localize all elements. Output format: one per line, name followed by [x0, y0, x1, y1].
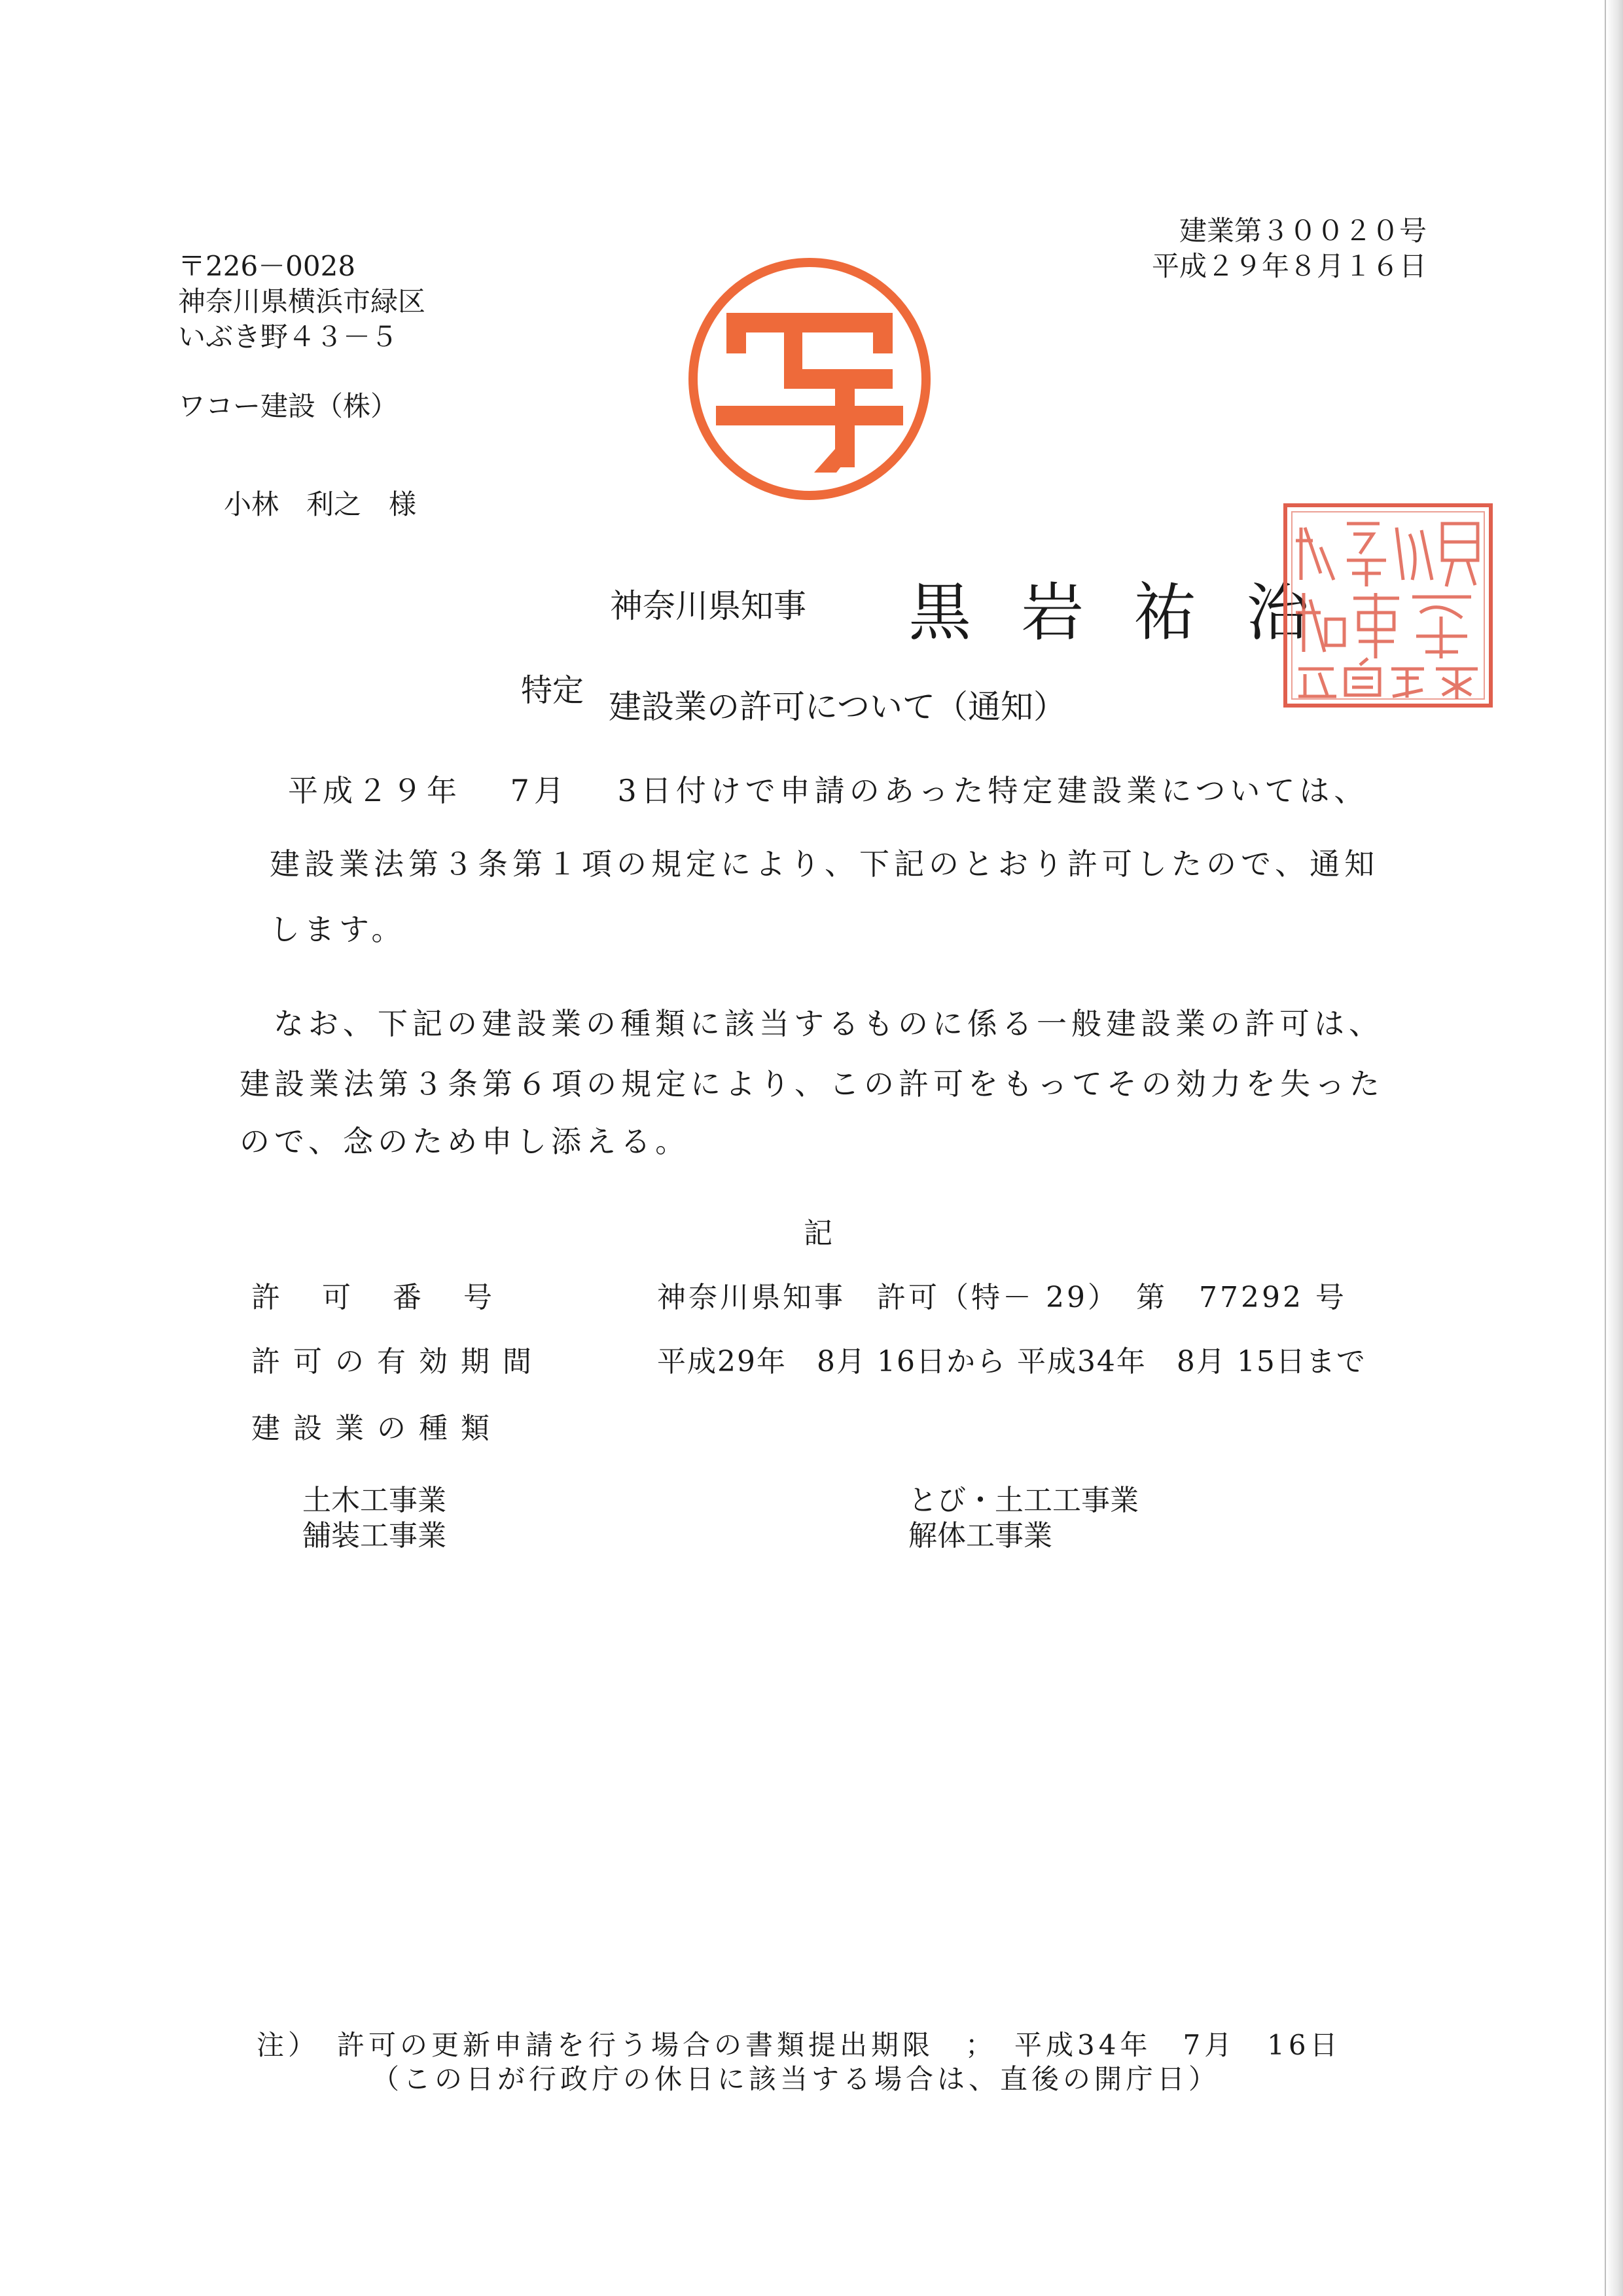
paragraph-2-line-2: 建設業法第３条第６項の規定により、この許可をもってその効力を失った	[240, 1066, 1384, 1102]
address-line-2: いぶき野４３－５	[178, 321, 399, 353]
postal-code: 〒226－0028	[178, 250, 356, 282]
reference-block	[1152, 213, 1427, 284]
heading-prefix: 特定	[521, 672, 584, 709]
business-type-item: 舗装工事業	[302, 1519, 446, 1552]
business-type-item: 土木工事業	[302, 1484, 446, 1517]
document-heading: 建設業の許可について（通知）	[609, 688, 1066, 726]
address-block	[178, 249, 425, 355]
reference-number: 建業第３００２０号	[1179, 215, 1427, 247]
company-name: ワコー建設（株）	[178, 390, 399, 422]
paragraph-1-line-3: します。	[270, 912, 406, 947]
business-type-label: 建設業の種類	[251, 1412, 503, 1445]
governor-title: 神奈川県知事	[610, 587, 806, 625]
validity-label: 許可の有効期間	[251, 1345, 544, 1378]
note-line-1: 注） 許可の更新申請を行う場合の書類提出期限 ； 平成34年 7月 16日	[257, 2029, 1342, 2061]
paragraph-2-line-3: ので、念のため申し添える。	[240, 1124, 690, 1159]
official-seal-icon	[1281, 501, 1495, 709]
address-line-1: 神奈川県横浜市緑区	[178, 285, 426, 317]
paragraph-2-line-1: なお、下記の建設業の種類に該当するものに係る一般建設業の許可は、	[274, 1006, 1383, 1041]
paragraph-1-line-1: 平成２９年 7月 3日付けで申請のあった特定建設業については、	[288, 773, 1369, 808]
scan-edge	[1606, 0, 1623, 2296]
note-line-2: （この日が行政庁の休日に該当する場合は、直後の開庁日）	[372, 2063, 1221, 2095]
record-heading: 記	[804, 1217, 832, 1250]
business-type-item: 解体工事業	[908, 1519, 1052, 1552]
issue-date: 平成２９年８月１６日	[1151, 250, 1427, 282]
copy-stamp-icon	[686, 255, 933, 503]
paragraph-1-line-2: 建設業法第３条第１項の規定により、下記のとおり許可したので、通知	[270, 846, 1380, 882]
permit-number-value: 神奈川県知事 許可（特－ 29） 第 77292 号	[657, 1281, 1347, 1314]
governor-name: 黒岩祐治	[908, 576, 1359, 649]
permit-number-label: 許可番号	[251, 1281, 534, 1314]
business-type-item: とび・土工工事業	[908, 1484, 1139, 1517]
validity-value: 平成29年 8月 16日から 平成34年 8月 15日まで	[657, 1345, 1366, 1378]
recipient-name: 小林 利之 様	[224, 488, 417, 520]
